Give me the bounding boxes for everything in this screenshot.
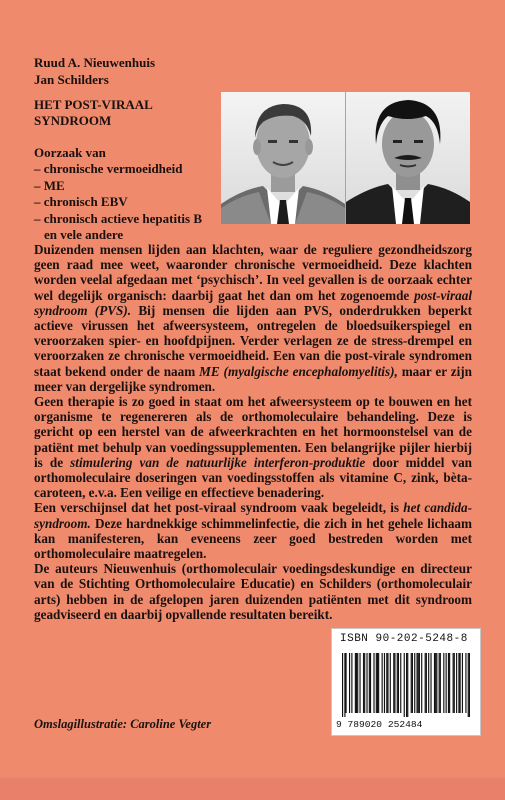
author-2: Jan Schilders [34, 72, 109, 87]
description-text [34, 242, 472, 622]
paragraph-2 [34, 394, 472, 500]
italic-term: stimulering van de natuurlijke interferon-produktie [70, 454, 366, 470]
barcode-digits: 9 789020 252484 [336, 719, 423, 730]
italic-term: post-viraal syndroom (PVS). [34, 287, 472, 318]
author-1: Ruud A. Nieuwenhuis [34, 55, 156, 70]
title-line-2: SYNDROOM [34, 113, 112, 128]
book-title [34, 97, 153, 129]
isbn-label: ISBN 90-202-5248-8 [340, 633, 468, 645]
text-run: maar er zijn meer van dergelijke syndromen. [34, 363, 473, 394]
causes-heading: Oorzaak van [34, 145, 106, 160]
isbn-barcode-box [331, 628, 481, 736]
paragraph-3 [34, 500, 472, 561]
cover-credit: Omslagillustratie: Caroline Vegter [34, 717, 212, 731]
barcode-icon [342, 653, 470, 717]
cause-item: – chronisch actieve hepatitis B [34, 210, 203, 226]
authors [34, 54, 155, 88]
causes-list [34, 145, 224, 243]
cause-item: – chronische vermoeidheid [34, 161, 183, 177]
italic-term: het candida-syndroom. [34, 500, 472, 531]
cause-item: en vele andere [44, 227, 124, 243]
bottom-band [0, 778, 505, 800]
paragraph-1 [34, 242, 472, 394]
cause-item: – chronisch EBV [34, 194, 128, 210]
text-run: door middel van orthomoleculaire doseringen van voedingsstoffen als vitamine C, zink, bèta-caroteen, e.v.a. Een veilige en effectieve benadering. [34, 454, 473, 501]
text-run: Duizenden mensen lijden aan klachten, waar de reguliere gezondheidszorg geen raad mee weet, waaronder chronische vermoeidheid. Deze klachten worden veelal afgedaan met ‘psychisch’. In veel gevallen is de oorzaak echter wel degelijk organisch: daarbij gaat het dan om het zogenoemde [34, 242, 472, 303]
italic-term: ME (myalgische encephalomyelitis), [199, 363, 398, 379]
text-run: Deze hardnekkige schimmelinfectie, die zich in het gehele lichaam kan manifesteren, kan eveneens zeer goed bestreden worden met orthomoleculaire maatregelen. [34, 515, 472, 562]
text-run: Een verschijnsel dat het post-viraal syndroom vaak begeleidt, is [34, 500, 404, 516]
text-run: Bij mensen die lijden aan PVS, onderdrukken beperkt actieve virussen het afweersysteem, ontregelen de bloedsuikerspiegel en veroorzaken spier- en hoofdpijnen. Verder verlagen ze de stress-drempel en veroorzaken ze chronische vermoeidheid. Een van die post-virale syndromen staat bekend onder de naam [34, 302, 472, 379]
author-photo-nieuwenhuis [221, 92, 345, 224]
paragraph-4: De auteurs Nieuwenhuis (orthomoleculair voedingsdeskundige en directeur van de Stichting Orthomoleculaire Educatie) en Schilders (orthomoleculair arts) hebben in de afgelopen jaren duizenden patiënten met dit syndroom geadviseerd en daarbij opvallende resultaten bereikt. [34, 561, 472, 622]
text-run: Geen therapie is zo goed in staat om het afweersysteem op te bouwen en het organisme te regenereren als de orthomoleculaire behandeling. Deze is gericht op een herstel van de afweerkrachten en het hormoonstelsel van de patiënt met behulp van voedingssupplementen. Een belangrijke pijler hierbij is de [34, 394, 472, 470]
title-line-1: HET POST-VIRAAL [34, 97, 153, 112]
author-photo-schilders [346, 92, 470, 224]
cause-item: – ME [34, 177, 65, 193]
